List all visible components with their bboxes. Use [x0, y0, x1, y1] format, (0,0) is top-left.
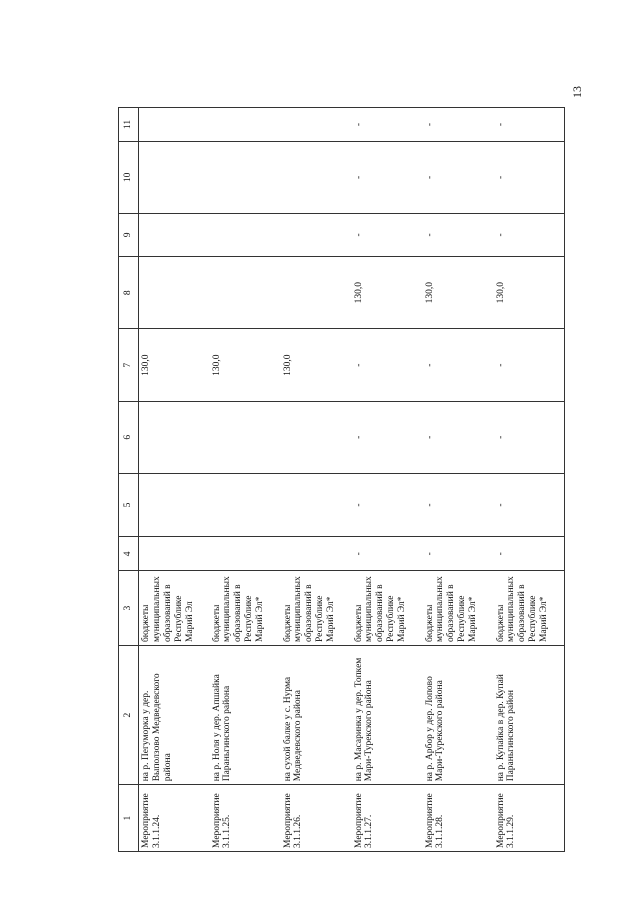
table-row [352, 108, 423, 852]
value-cell-6 [281, 401, 352, 473]
value-cell-9: - [352, 213, 423, 256]
page-number: 13 [570, 86, 584, 98]
value-cell-9: - [494, 213, 565, 256]
header-col-8: 8 [119, 256, 139, 329]
header-col-5: 5 [119, 473, 139, 537]
event-cell: Мероприятие 3.1.1.26. [281, 785, 352, 852]
header-col-10: 10 [119, 142, 139, 214]
table-row [281, 108, 352, 852]
value-cell-11: - [494, 108, 565, 142]
value-cell-7: 130,0 [281, 329, 352, 402]
value-cell-8: 130,0 [423, 256, 494, 329]
value-cell-5: - [423, 473, 494, 537]
value-cell-4 [281, 537, 352, 571]
value-cell-7: - [423, 329, 494, 402]
location-cell: на р. Купайка в дер. Купай Параньгинского район [494, 646, 565, 785]
location-cell: на р. Масаринка у дер. Топкем Мари-Турекского района [352, 646, 423, 785]
value-cell-11 [210, 108, 281, 142]
value-cell-7: 130,0 [139, 329, 210, 402]
value-cell-11 [139, 108, 210, 142]
source-cell: бюджеты муниципальных образований в Республике Марий Эл* [281, 571, 352, 646]
source-cell: бюджеты муниципальных образований в Республике Марий Эл* [494, 571, 565, 646]
location-cell: на сухой балке у с. Нурма Медведевского района [281, 646, 352, 785]
value-cell-11 [281, 108, 352, 142]
value-cell-7: 130,0 [210, 329, 281, 402]
header-row [119, 108, 139, 852]
source-cell: бюджеты муниципальных образований в Республике Марий Эл* [423, 571, 494, 646]
value-cell-7: - [352, 329, 423, 402]
location-cell: на р. Пегуморка у дер. Выползово Медведевского района [139, 646, 210, 785]
value-cell-9 [139, 213, 210, 256]
rotated-table-wrapper [118, 107, 628, 852]
value-cell-4: - [423, 537, 494, 571]
event-cell: Мероприятие 3.1.1.29. [494, 785, 565, 852]
table-row [210, 108, 281, 852]
value-cell-4: - [494, 537, 565, 571]
value-cell-8: 130,0 [494, 256, 565, 329]
header-col-6: 6 [119, 401, 139, 473]
value-cell-6: - [423, 401, 494, 473]
value-cell-9 [210, 213, 281, 256]
header-col-9: 9 [119, 213, 139, 256]
value-cell-8: 130,0 [352, 256, 423, 329]
value-cell-6 [139, 401, 210, 473]
source-cell: бюджеты муниципальных образований в Республике Марий Эл* [352, 571, 423, 646]
value-cell-8 [210, 256, 281, 329]
header-col-7: 7 [119, 329, 139, 402]
value-cell-6: - [494, 401, 565, 473]
value-cell-7: - [494, 329, 565, 402]
value-cell-8 [139, 256, 210, 329]
value-cell-6 [210, 401, 281, 473]
event-cell: Мероприятие 3.1.1.25. [210, 785, 281, 852]
table-row [423, 108, 494, 852]
event-cell: Мероприятие 3.1.1.28. [423, 785, 494, 852]
value-cell-5 [210, 473, 281, 537]
value-cell-8 [281, 256, 352, 329]
value-cell-10: - [423, 142, 494, 214]
source-cell: бюджеты муниципальных образований в Республике Марий Эл* [210, 571, 281, 646]
header-col-4: 4 [119, 537, 139, 571]
location-cell: на р. Арбор у дер. Лопово Мари-Турекского района [423, 646, 494, 785]
value-cell-9: - [423, 213, 494, 256]
program-table [118, 107, 565, 852]
value-cell-10 [139, 142, 210, 214]
value-cell-10 [210, 142, 281, 214]
value-cell-5 [139, 473, 210, 537]
value-cell-5: - [352, 473, 423, 537]
table-row [139, 108, 210, 852]
value-cell-10 [281, 142, 352, 214]
header-col-11: 11 [119, 108, 139, 142]
header-col-1: 1 [119, 785, 139, 852]
header-col-2: 2 [119, 646, 139, 785]
header-col-3: 3 [119, 571, 139, 646]
location-cell: на р. Ноля у дер. Апшайка Параньгинского района [210, 646, 281, 785]
value-cell-5: - [494, 473, 565, 537]
value-cell-4: - [352, 537, 423, 571]
event-cell: Мероприятие 3.1.1.27. [352, 785, 423, 852]
event-cell: Мероприятие 3.1.1.24. [139, 785, 210, 852]
value-cell-11: - [423, 108, 494, 142]
source-cell: бюджеты муниципальных образований в Республике Марий Эл [139, 571, 210, 646]
value-cell-10: - [494, 142, 565, 214]
value-cell-4 [139, 537, 210, 571]
value-cell-9 [281, 213, 352, 256]
value-cell-11: - [352, 108, 423, 142]
value-cell-6: - [352, 401, 423, 473]
value-cell-5 [281, 473, 352, 537]
value-cell-4 [210, 537, 281, 571]
table-row [494, 108, 565, 852]
value-cell-10: - [352, 142, 423, 214]
